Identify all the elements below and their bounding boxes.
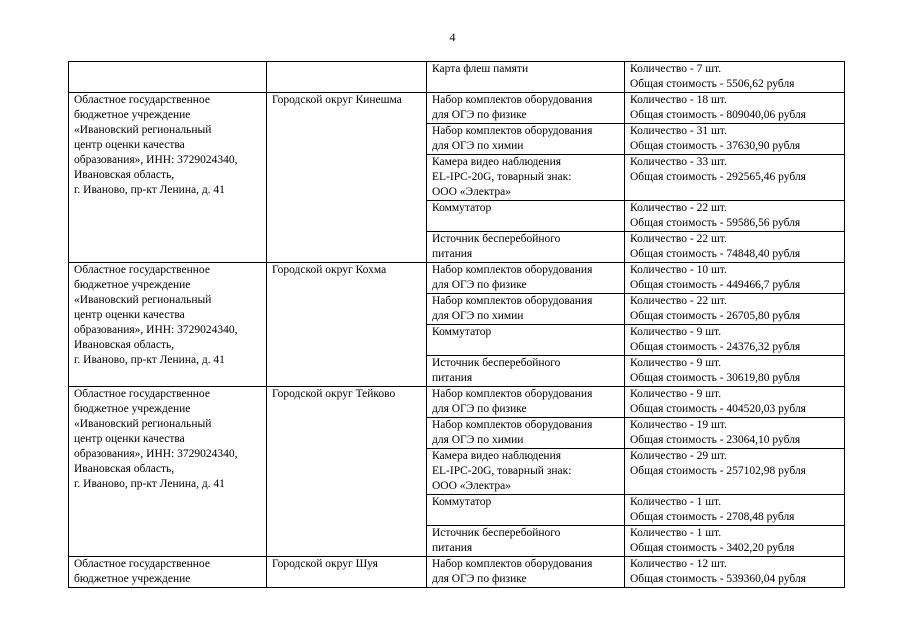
table-row: [69, 263, 845, 294]
table-row: [69, 93, 845, 124]
item-info-cell: Количество - 31 шт. Общая стоимость - 37630,90 рубля: [625, 124, 845, 155]
org-cell: Областное государственное бюджетное учреждение «Ивановский региональный центр оценки качества образования», ИНН: 3729024340, Ивановская область, г. Иваново, пр-кт Ленина, д. 41: [69, 263, 267, 387]
equipment-table: [68, 61, 845, 588]
item-info-cell: Количество - 19 шт. Общая стоимость - 23064,10 рубля: [625, 418, 845, 449]
item-name-cell: Камера видео наблюдения EL-IPC-20G, товарный знак: ООО «Электра»: [427, 449, 625, 495]
org-cell: Областное государственное бюджетное учреждение: [69, 557, 267, 588]
item-info-cell: Количество - 22 шт. Общая стоимость - 74848,40 рубля: [625, 232, 845, 263]
item-info-cell: Количество - 12 шт. Общая стоимость - 539360,04 рубля: [625, 557, 845, 588]
item-name-cell: Набор комплектов оборудования для ОГЭ по физике: [427, 93, 625, 124]
item-info-cell: Количество - 9 шт. Общая стоимость - 404520,03 рубля: [625, 387, 845, 418]
item-info-cell: Количество - 22 шт. Общая стоимость - 59586,56 рубля: [625, 201, 845, 232]
item-name-cell: Источник бесперебойного питания: [427, 356, 625, 387]
item-info-cell: Количество - 1 шт. Общая стоимость - 3402,20 рубля: [625, 526, 845, 557]
item-info-cell: Количество - 18 шт. Общая стоимость - 809040,06 рубля: [625, 93, 845, 124]
district-cell: Городской округ Шуя: [267, 557, 427, 588]
district-cell: Городской округ Тейково: [267, 387, 427, 557]
item-name-cell: Коммутатор: [427, 495, 625, 526]
org-cell: [69, 62, 267, 93]
table-row: [69, 557, 845, 588]
item-name-cell: Набор комплектов оборудования для ОГЭ по химии: [427, 418, 625, 449]
item-info-cell: Количество - 33 шт. Общая стоимость - 292565,46 рубля: [625, 155, 845, 201]
item-name-cell: Набор комплектов оборудования для ОГЭ по химии: [427, 294, 625, 325]
item-info-cell: Количество - 22 шт. Общая стоимость - 26705,80 рубля: [625, 294, 845, 325]
item-info-cell: Количество - 9 шт. Общая стоимость - 30619,80 рубля: [625, 356, 845, 387]
district-cell: Городской округ Кинешма: [267, 93, 427, 263]
table-row: [69, 387, 845, 418]
org-cell: Областное государственное бюджетное учреждение «Ивановский региональный центр оценки качества образования», ИНН: 3729024340, Ивановская область, г. Иваново, пр-кт Ленина, д. 41: [69, 93, 267, 263]
item-name-cell: Источник бесперебойного питания: [427, 526, 625, 557]
item-name-cell: Набор комплектов оборудования для ОГЭ по физике: [427, 263, 625, 294]
item-name-cell: Коммутатор: [427, 201, 625, 232]
item-name-cell: Карта флеш памяти: [427, 62, 625, 93]
page-number: 4: [449, 30, 456, 44]
district-cell: [267, 62, 427, 93]
item-name-cell: Камера видео наблюдения EL-IPC-20G, товарный знак: ООО «Электра»: [427, 155, 625, 201]
item-info-cell: Количество - 7 шт. Общая стоимость - 5506,62 рубля: [625, 62, 845, 93]
item-name-cell: Источник бесперебойного питания: [427, 232, 625, 263]
item-info-cell: Количество - 10 шт. Общая стоимость - 449466,7 рубля: [625, 263, 845, 294]
table-row: [69, 62, 845, 93]
item-info-cell: Количество - 9 шт. Общая стоимость - 24376,32 рубля: [625, 325, 845, 356]
item-info-cell: Количество - 1 шт. Общая стоимость - 2708,48 рубля: [625, 495, 845, 526]
item-name-cell: Набор комплектов оборудования для ОГЭ по химии: [427, 124, 625, 155]
district-cell: Городской округ Кохма: [267, 263, 427, 387]
item-info-cell: Количество - 29 шт. Общая стоимость - 257102,98 рубля: [625, 449, 845, 495]
org-cell: Областное государственное бюджетное учреждение «Ивановский региональный центр оценки качества образования», ИНН: 3729024340, Ивановская область, г. Иваново, пр-кт Ленина, д. 41: [69, 387, 267, 557]
item-name-cell: Коммутатор: [427, 325, 625, 356]
item-name-cell: Набор комплектов оборудования для ОГЭ по физике: [427, 557, 625, 588]
item-name-cell: Набор комплектов оборудования для ОГЭ по физике: [427, 387, 625, 418]
